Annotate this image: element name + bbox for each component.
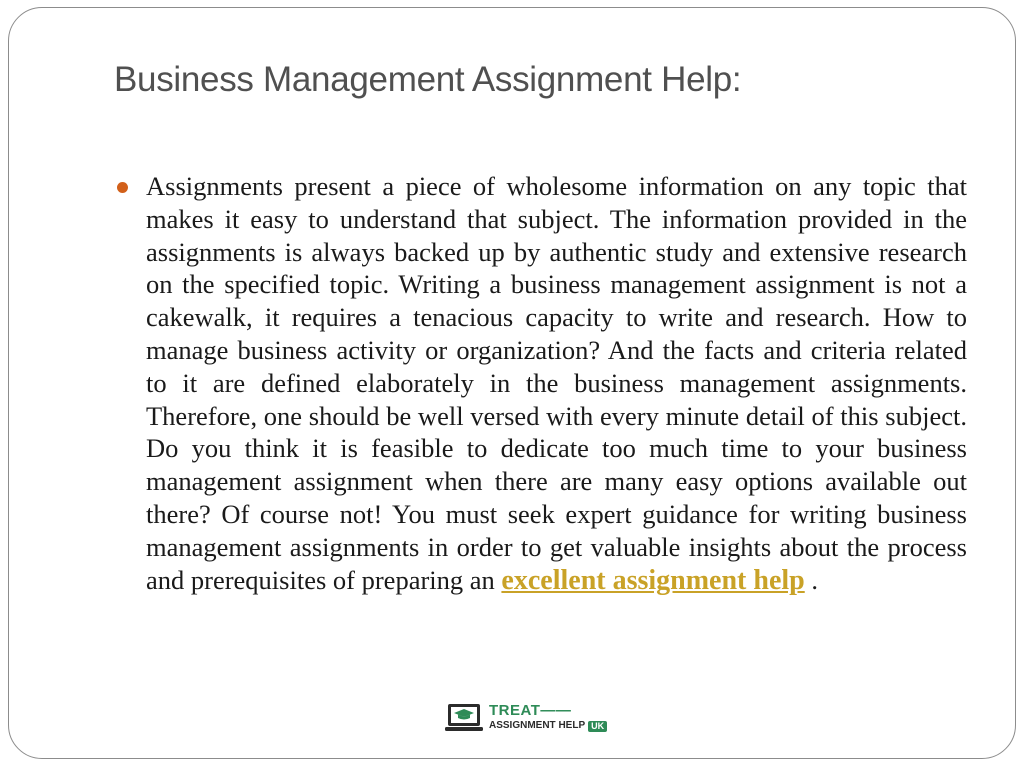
bullet-paragraph	[146, 170, 967, 597]
slide-title: Business Management Assignment Help:	[114, 60, 742, 99]
logo-line-treat: TREAT——	[489, 701, 572, 719]
logo-uk-badge: UK	[588, 721, 607, 732]
graduation-laptop-icon	[445, 700, 483, 734]
bullet-item	[112, 170, 967, 597]
logo-line-assignment	[489, 721, 607, 732]
slide-frame	[8, 7, 1016, 759]
paragraph-body: Assignments present a piece of wholesome information on any topic that makes it easy to understand that subject. The information provided in the assignments is always backed up by authentic study and extensive research on the specified topic. Writing a business management assignment is not a cakewalk, it requires a tenacious capacity to write and research. How to manage business activity or organization? And the facts and criteria related to it are defined elaborately in the business management assignments. Therefore, one should be well versed with every minute detail of this subject. Do you think it is feasible to dedicate too much time to your business management assignment when there are many easy options available out there? Of course not! You must seek expert guidance for writing business management assignments in order to get valuable insights about the process and prerequisites of preparing an	[146, 171, 967, 595]
logo-wordmark	[489, 703, 607, 732]
paragraph-trailing: .	[804, 564, 818, 595]
excellent-assignment-help-link[interactable]: excellent assignment help	[501, 564, 805, 596]
bullet-dot-icon	[117, 182, 128, 193]
brand-logo	[445, 700, 607, 734]
logo-assignment-help-text: ASSIGNMENT HELP	[489, 720, 586, 731]
